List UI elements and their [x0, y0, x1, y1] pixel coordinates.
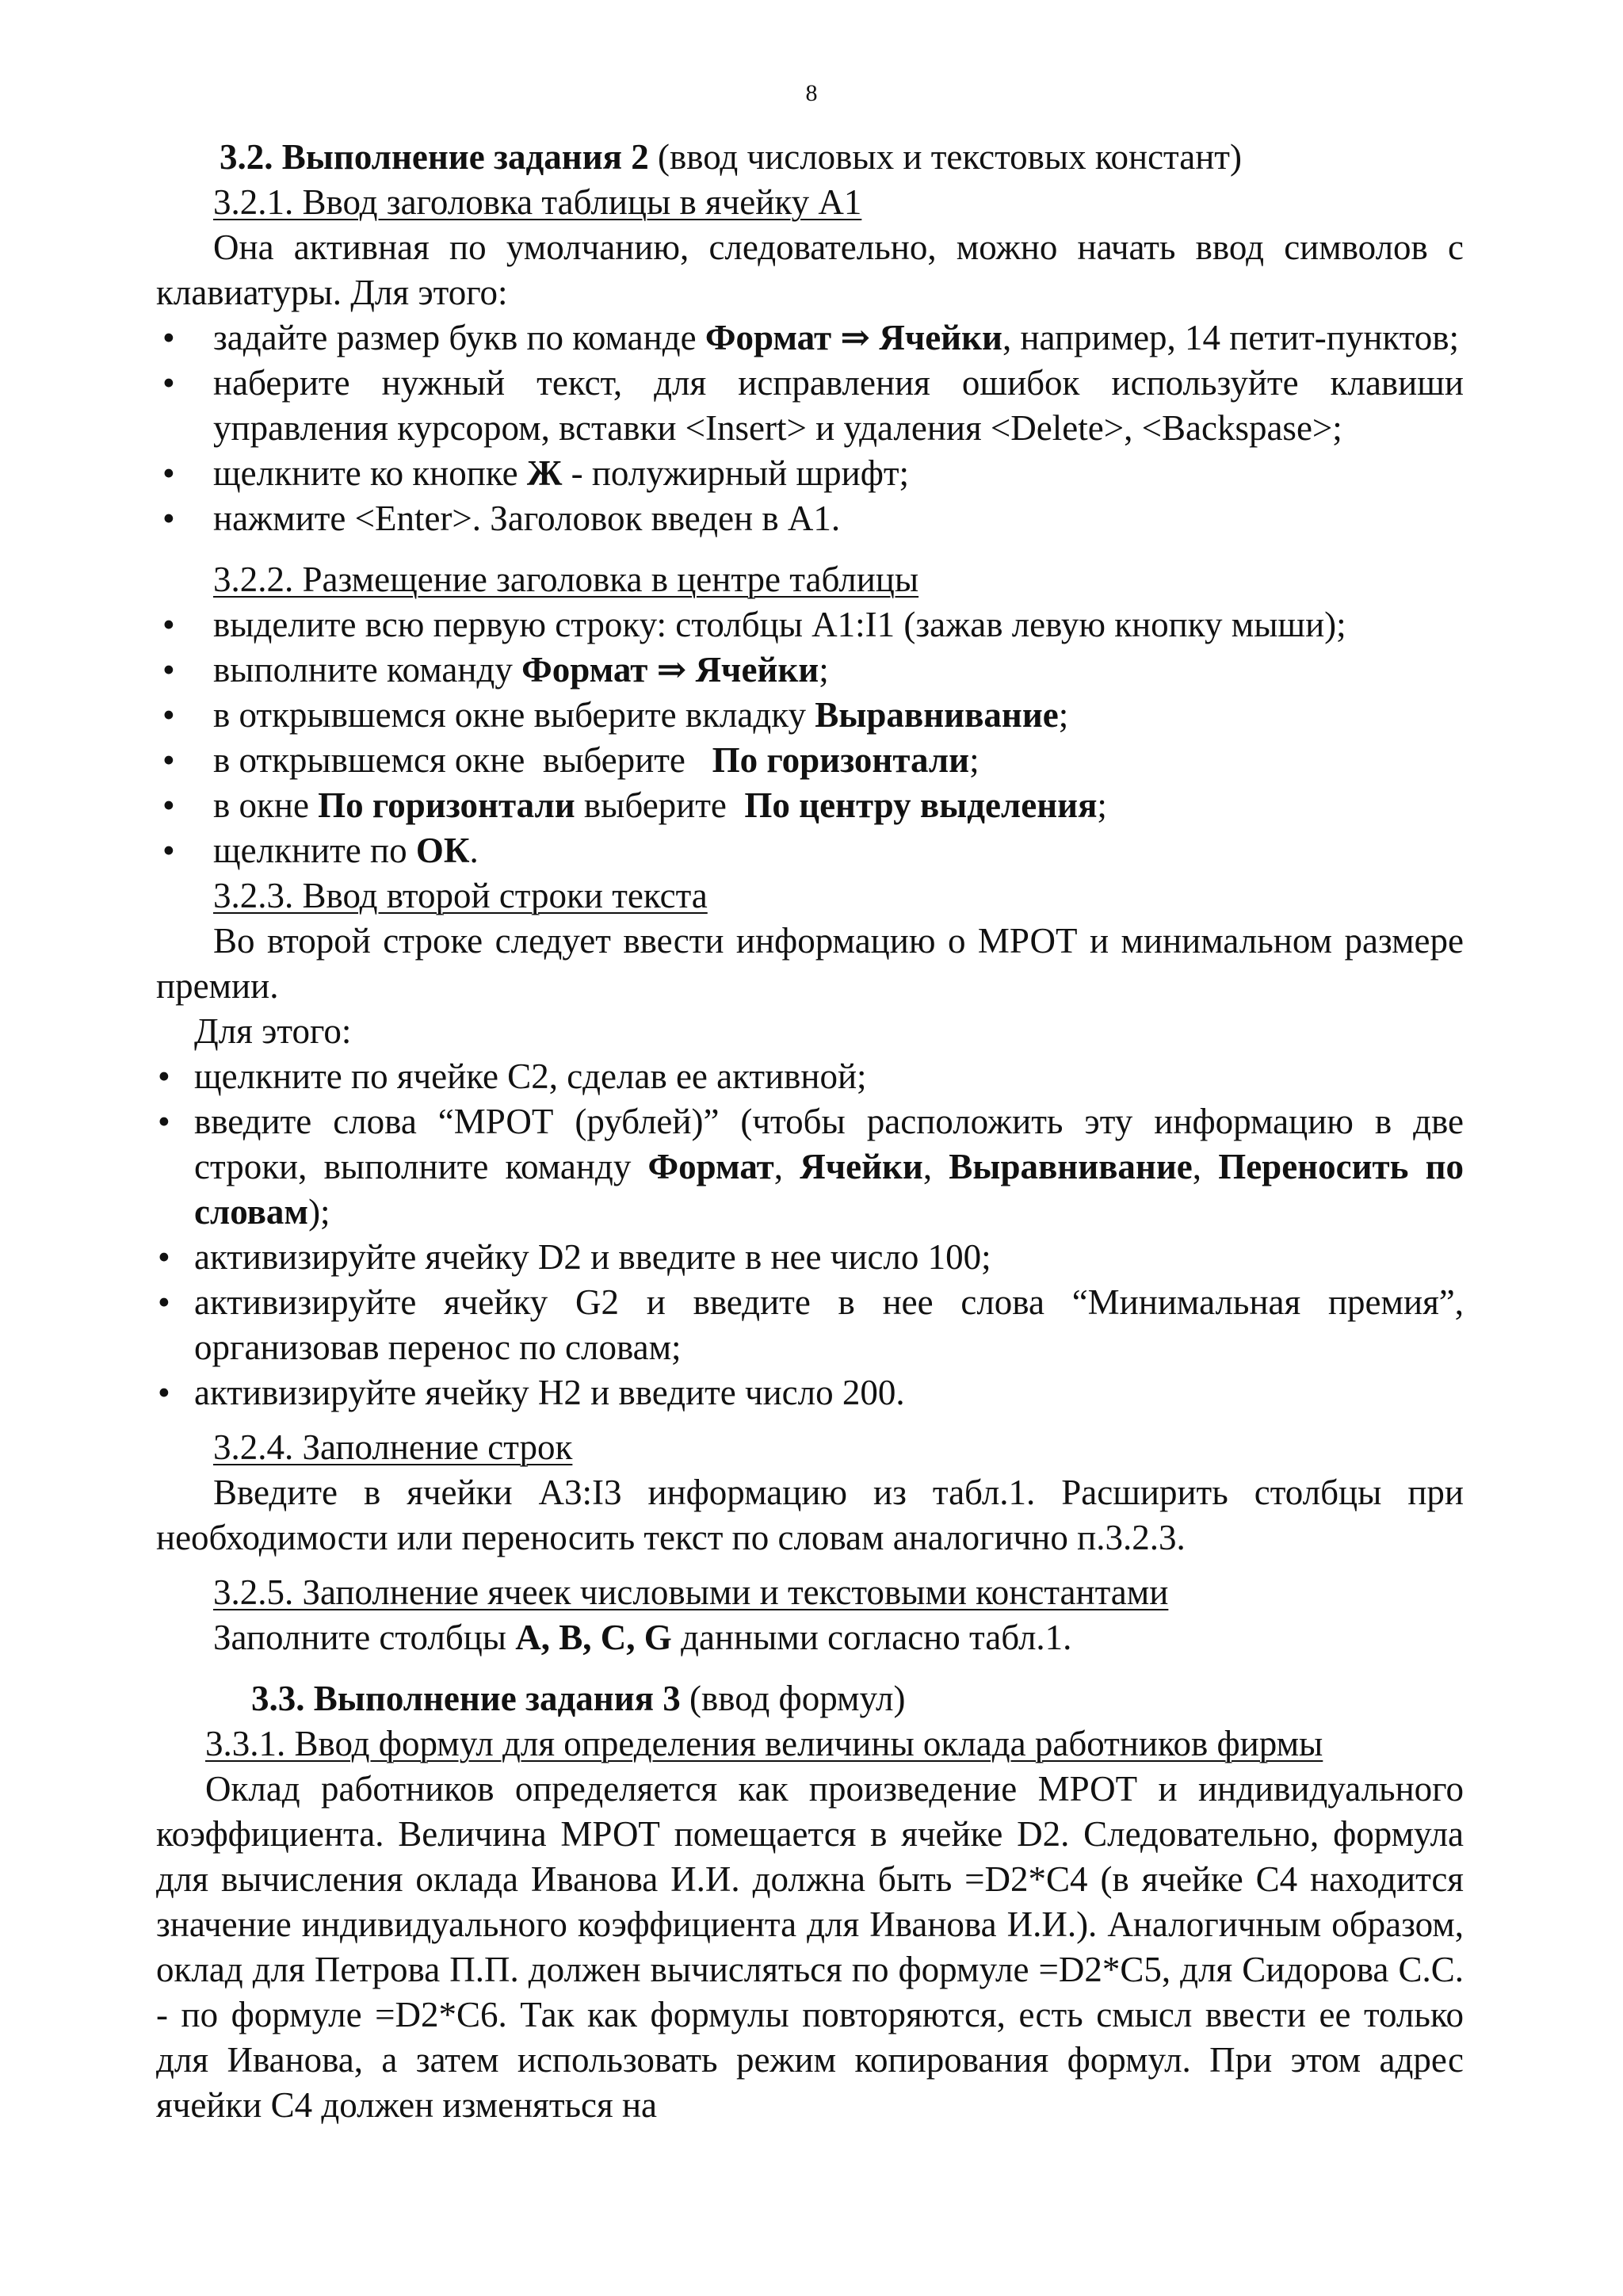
section-3-3-title-rest: (ввод формул) — [680, 1679, 906, 1718]
list-item: • активизируйте ячейку Н2 и введите число 200. — [156, 1370, 1464, 1415]
subsection-3-2-4-text: Введите в ячейки А3:I3 информацию из табл.1. Расширить столбцы при необходимости или переносить текст по словам аналогично п.3.2.3. — [156, 1473, 1464, 1557]
subsection-3-2-3-intro: Во второй строке следует ввести информацию о МРОТ и минимальном размере премии. — [156, 921, 1464, 1006]
bullet-icon: • — [162, 740, 175, 780]
bullet-icon: • — [162, 318, 175, 357]
bullet-icon: • — [162, 363, 175, 403]
section-3-3-title — [156, 1676, 1464, 1721]
page-content — [156, 135, 1464, 2128]
subsection-3-2-4-heading: 3.2.4. Заполнение строк — [213, 1427, 573, 1467]
bullet-icon: • — [162, 695, 175, 735]
subsection-3-2-1-intro: Она активная по умолчанию, следовательно, можно начать ввод символов с клавиатуры. Для этого: — [156, 227, 1464, 312]
list-item: • в окне По горизонтали выберите По центру выделения; — [156, 783, 1464, 828]
list-item: • щелкните ко кнопке Ж - полужирный шрифт; — [156, 451, 1464, 496]
section-3-2-title-rest: (ввод числовых и текстовых констант) — [648, 137, 1242, 177]
subsection-3-2-5-heading: 3.2.5. Заполнение ячеек числовыми и текстовыми константами — [213, 1572, 1169, 1612]
bullet-icon: • — [162, 650, 175, 690]
bullet-icon: • — [162, 499, 175, 538]
section-3-3-title-bold: 3.3. Выполнение задания 3 — [251, 1679, 681, 1718]
bullet-icon: • — [158, 1056, 170, 1096]
subsection-3-2-1-heading: 3.2.1. Ввод заголовка таблицы в ячейку А1 — [213, 182, 862, 222]
bullet-icon: • — [158, 1282, 170, 1322]
section-3-2-title — [156, 135, 1464, 180]
bullet-icon: • — [158, 1237, 170, 1277]
bullet-icon: • — [158, 1373, 170, 1412]
subsection-3-2-3-for: Для этого: — [194, 1011, 352, 1051]
subsection-3-2-2-list — [156, 602, 1464, 873]
bullet-icon: • — [162, 831, 175, 870]
page-number: 8 — [805, 80, 818, 106]
subsection-3-3-1-text: Оклад работников определяется как произведение МРОТ и индивидуального коэффициента. Величина МРОТ помещается в ячейке D2. Следовательно, формула для вычисления оклада Иванова И.И. должна быть =D2*C4 (в ячейке С4 находится значение индивидуального коэффициента для Иванова И.И.). Аналогичным образом, оклад для Петрова П.П. должен вычисляться по формуле =D2*C5, для Сидорова С.С. - по формуле =D2*C6. Так как формулы повторяются, есть смысл ввести ее только для Иванова, а затем использовать режим копирования формул. При этом адрес ячейки С4 должен изменяться на — [156, 1769, 1464, 2125]
subsection-3-2-2-heading: 3.2.2. Размещение заголовка в центре таблицы — [213, 560, 919, 599]
list-item: • в открывшемся окне выберите вкладку Выравнивание; — [156, 693, 1464, 738]
list-item: • задайте размер букв по команде Формат ⇒ Ячейки, например, 14 петит-пунктов; — [156, 315, 1464, 361]
list-item: • наберите нужный текст, для исправления ошибок используйте клавиши управления курсором, вставки <Insert> и удаления <Delete>, <Backspase>; — [156, 361, 1464, 451]
bullet-icon: • — [162, 785, 175, 825]
subsection-3-2-5-text: Заполните столбцы A, B, C, G данными согласно табл.1. — [213, 1618, 1072, 1657]
list-item: • щелкните по ячейке С2, сделав ее активной; — [156, 1054, 1464, 1099]
list-item: • выполните команду Формат ⇒ Ячейки; — [156, 648, 1464, 693]
list-item: • в открывшемся окне выберите По горизонтали; — [156, 738, 1464, 783]
list-item: • щелкните по ОК. — [156, 828, 1464, 873]
list-item: • нажмите <Enter>. Заголовок введен в А1. — [156, 496, 1464, 541]
subsection-3-2-3-list — [156, 1054, 1464, 1415]
bullet-icon: • — [162, 605, 175, 644]
bullet-icon: • — [158, 1102, 170, 1141]
bullet-icon: • — [162, 453, 175, 493]
list-item: • выделите всю первую строку: столбцы А1:I1 (зажав левую кнопку мыши); — [156, 602, 1464, 648]
subsection-3-3-1-heading: 3.3.1. Ввод формул для определения величины оклада работников фирмы — [205, 1724, 1323, 1763]
list-item: • введите слова “МРОТ (рублей)” (чтобы расположить эту информацию в две строки, выполните команду Формат, Ячейки, Выравнивание, Переносить по словам); — [156, 1099, 1464, 1235]
subsection-3-2-1-list — [156, 315, 1464, 541]
list-item: • активизируйте ячейку G2 и введите в нее слова “Минимальная премия”, организовав перенос по словам; — [156, 1280, 1464, 1370]
section-3-2-title-bold: 3.2. Выполнение задания 2 — [220, 137, 649, 177]
list-item: • активизируйте ячейку D2 и введите в нее число 100; — [156, 1235, 1464, 1280]
subsection-3-2-3-heading: 3.2.3. Ввод второй строки текста — [213, 876, 708, 915]
